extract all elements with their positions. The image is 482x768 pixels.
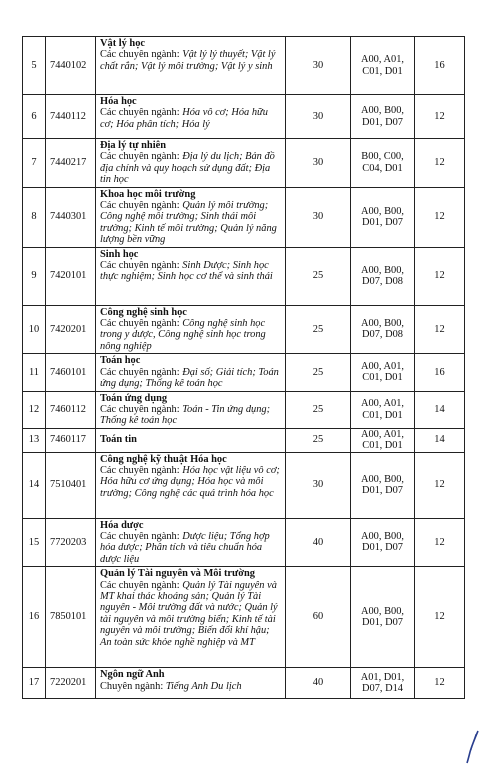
target-value: 12 (415, 452, 465, 518)
row-number: 12 (23, 391, 46, 428)
program-cell (96, 354, 286, 391)
table-row (23, 518, 465, 567)
program-name: Quản lý Tài nguyên và Môi trường (100, 568, 255, 580)
subject-combinations: A00, B00, D01, D07 (351, 452, 415, 518)
program-cell (96, 247, 286, 305)
program-cell (96, 187, 286, 247)
program-cell (96, 452, 286, 518)
target-value: 16 (415, 37, 465, 95)
subject-combinations: A00, B00, D07, D08 (351, 305, 415, 354)
table-row (23, 354, 465, 391)
quota-value: 25 (286, 305, 351, 354)
target-value: 12 (415, 567, 465, 668)
quota-value: 25 (286, 391, 351, 428)
quota-value: 25 (286, 428, 351, 452)
program-code: 7220201 (46, 668, 96, 699)
target-value: 12 (415, 247, 465, 305)
quota-value: 30 (286, 139, 351, 188)
row-number: 11 (23, 354, 46, 391)
specializations-label: Các chuyên ngành: (100, 579, 183, 591)
program-code: 7460112 (46, 391, 96, 428)
program-cell (96, 567, 286, 668)
target-value: 16 (415, 354, 465, 391)
subject-combinations: A00, B00, D01, D07 (351, 95, 415, 139)
program-name: Hóa học (100, 96, 137, 107)
program-table (22, 36, 465, 699)
table-row (23, 95, 465, 139)
table-row (23, 452, 465, 518)
program-name: Khoa học môi trường (100, 188, 196, 200)
specializations-label: Các chuyên ngành: (100, 260, 183, 272)
program-name: Công nghệ sinh học (100, 306, 187, 318)
quota-value: 30 (286, 452, 351, 518)
quota-value: 40 (286, 518, 351, 567)
program-table-body (23, 37, 465, 699)
quota-value: 30 (286, 37, 351, 95)
program-name: Địa lý tự nhiên (100, 140, 166, 151)
quota-value: 25 (286, 354, 351, 391)
subject-combinations: A00, B00, D01, D07 (351, 567, 415, 668)
program-name: Sinh học (100, 248, 139, 260)
specializations-list: Dược liệu; Tổng hợp hóa dược; Phân tích và tiêu chuẩn hóa dược liệu (100, 530, 270, 565)
table-row (23, 187, 465, 247)
subject-combinations: A00, B00, D01, D07 (351, 187, 415, 247)
program-code: 7440102 (46, 37, 96, 95)
program-cell (96, 95, 286, 139)
target-value: 12 (415, 139, 465, 188)
row-number: 17 (23, 668, 46, 699)
subject-combinations: B00, C00, C04, D01 (351, 139, 415, 188)
specializations-list: Công nghệ sinh học trong y dược, Công nghệ sinh học trong nông nghiệp (100, 318, 266, 352)
program-code: 7460101 (46, 354, 96, 391)
specializations-label: Các chuyên ngành: (100, 151, 183, 163)
specializations-list: Sinh Dược; Sinh học thực nghiệm; Sinh học cơ thể và sinh thái (100, 260, 273, 283)
table-row (23, 139, 465, 188)
row-number: 6 (23, 95, 46, 139)
specializations-label: Các chuyên ngành: (100, 464, 183, 476)
program-name: Toán tin (100, 434, 137, 446)
table-row (23, 428, 465, 452)
program-code: 7440301 (46, 187, 96, 247)
target-value: 12 (415, 187, 465, 247)
program-code: 7460117 (46, 428, 96, 452)
specializations-label: Các chuyên ngành: (100, 530, 183, 542)
table-row (23, 567, 465, 668)
program-code: 7510401 (46, 452, 96, 518)
program-cell (96, 668, 286, 699)
specializations-label: Các chuyên ngành: (100, 318, 183, 330)
row-number: 10 (23, 305, 46, 354)
specializations-list: Quản lý Tài nguyên và MT khai thác khoáng sản; Quản lý Tài nguyên - Môi trường đất và nước; Quản lý tài nguyên và môi trường biển; Kinh tế tài nguyên và môi trường; Biến đổi khí hậu; An toàn sức khỏe nghề nghiệp và MT (100, 579, 278, 648)
table-row (23, 247, 465, 305)
subject-combinations: A00, B00, D07, D08 (351, 247, 415, 305)
target-value: 12 (415, 95, 465, 139)
subject-combinations: A00, A01, C01, D01 (351, 354, 415, 391)
row-number: 13 (23, 428, 46, 452)
specializations-list: Toán - Tin ứng dụng; Thống kê toán học (100, 403, 271, 427)
program-cell (96, 139, 286, 188)
table-row (23, 391, 465, 428)
subject-combinations: A00, B00, D01, D07 (351, 518, 415, 567)
program-name: Công nghệ kỹ thuật Hóa học (100, 453, 227, 465)
specializations-list: Hóa học vật liệu vô cơ; Hóa hữu cơ ứng dụng; Hóa học và môi trường; Công nghệ các quá trình hóa học (100, 464, 280, 499)
program-cell (96, 518, 286, 567)
table-row (23, 305, 465, 354)
subject-combinations: A00, A01, C01, D01 (351, 37, 415, 95)
quota-value: 30 (286, 95, 351, 139)
program-code: 7850101 (46, 567, 96, 668)
program-cell (96, 428, 286, 452)
target-value: 12 (415, 668, 465, 699)
program-name: Vật lý học (100, 38, 146, 49)
subject-combinations: A00, A01, C01, D01 (351, 428, 415, 452)
target-value: 12 (415, 305, 465, 354)
admissions-table-page (22, 36, 464, 699)
program-code: 7420201 (46, 305, 96, 354)
program-name: Toán ứng dụng (100, 392, 168, 404)
program-code: 7440217 (46, 139, 96, 188)
specializations-label: Các chuyên ngành: (100, 49, 183, 61)
specializations-list: Vật lý lý thuyết; Vật lý chất rắn; Vật lý môi trường; Vật lý y sinh (100, 49, 276, 72)
specializations-label: Các chuyên ngành: (100, 366, 183, 378)
subject-combinations: A01, D01, D07, D14 (351, 668, 415, 699)
target-value: 14 (415, 428, 465, 452)
specializations-list: Hóa vô cơ; Hóa hữu cơ; Hóa phân tích; Hóa lý (100, 107, 268, 130)
specializations-label: Chuyên ngành: (100, 680, 166, 692)
row-number: 8 (23, 187, 46, 247)
table-row (23, 37, 465, 95)
quota-value: 25 (286, 247, 351, 305)
table-row (23, 668, 465, 699)
target-value: 14 (415, 391, 465, 428)
quota-value: 60 (286, 567, 351, 668)
row-number: 9 (23, 247, 46, 305)
row-number: 7 (23, 139, 46, 188)
specializations-label: Các chuyên ngành: (100, 200, 183, 212)
row-number: 15 (23, 518, 46, 567)
specializations-list: Quản lý môi trường; Công nghệ môi trường; Sinh thái môi trường; Kinh tế môi trường; Quản lý năng lượng bền vững (100, 200, 277, 246)
program-code: 7420101 (46, 247, 96, 305)
row-number: 5 (23, 37, 46, 95)
pen-mark-icon (466, 730, 480, 764)
specializations-label: Các chuyên ngành: (100, 107, 183, 119)
specializations-label: Các chuyên ngành: (100, 403, 183, 415)
program-name: Ngôn ngữ Anh (100, 669, 165, 681)
row-number: 14 (23, 452, 46, 518)
target-value: 12 (415, 518, 465, 567)
program-name: Toán học (100, 355, 141, 367)
row-number: 16 (23, 567, 46, 668)
program-code: 7440112 (46, 95, 96, 139)
quota-value: 30 (286, 187, 351, 247)
program-name: Hóa dược (100, 519, 144, 531)
quota-value: 40 (286, 668, 351, 699)
program-cell (96, 37, 286, 95)
program-cell (96, 391, 286, 428)
program-code: 7720203 (46, 518, 96, 567)
specializations-list: Tiếng Anh Du lịch (165, 680, 242, 692)
program-cell (96, 305, 286, 354)
specializations-list: Địa lý du lịch; Bản đồ địa chính và quy hoạch sử dụng đất; Địa tin học (100, 151, 275, 186)
specializations-list: Đại số; Giải tích; Toán ứng dụng; Thống kê toán học (100, 366, 279, 390)
subject-combinations: A00, A01, C01, D01 (351, 391, 415, 428)
